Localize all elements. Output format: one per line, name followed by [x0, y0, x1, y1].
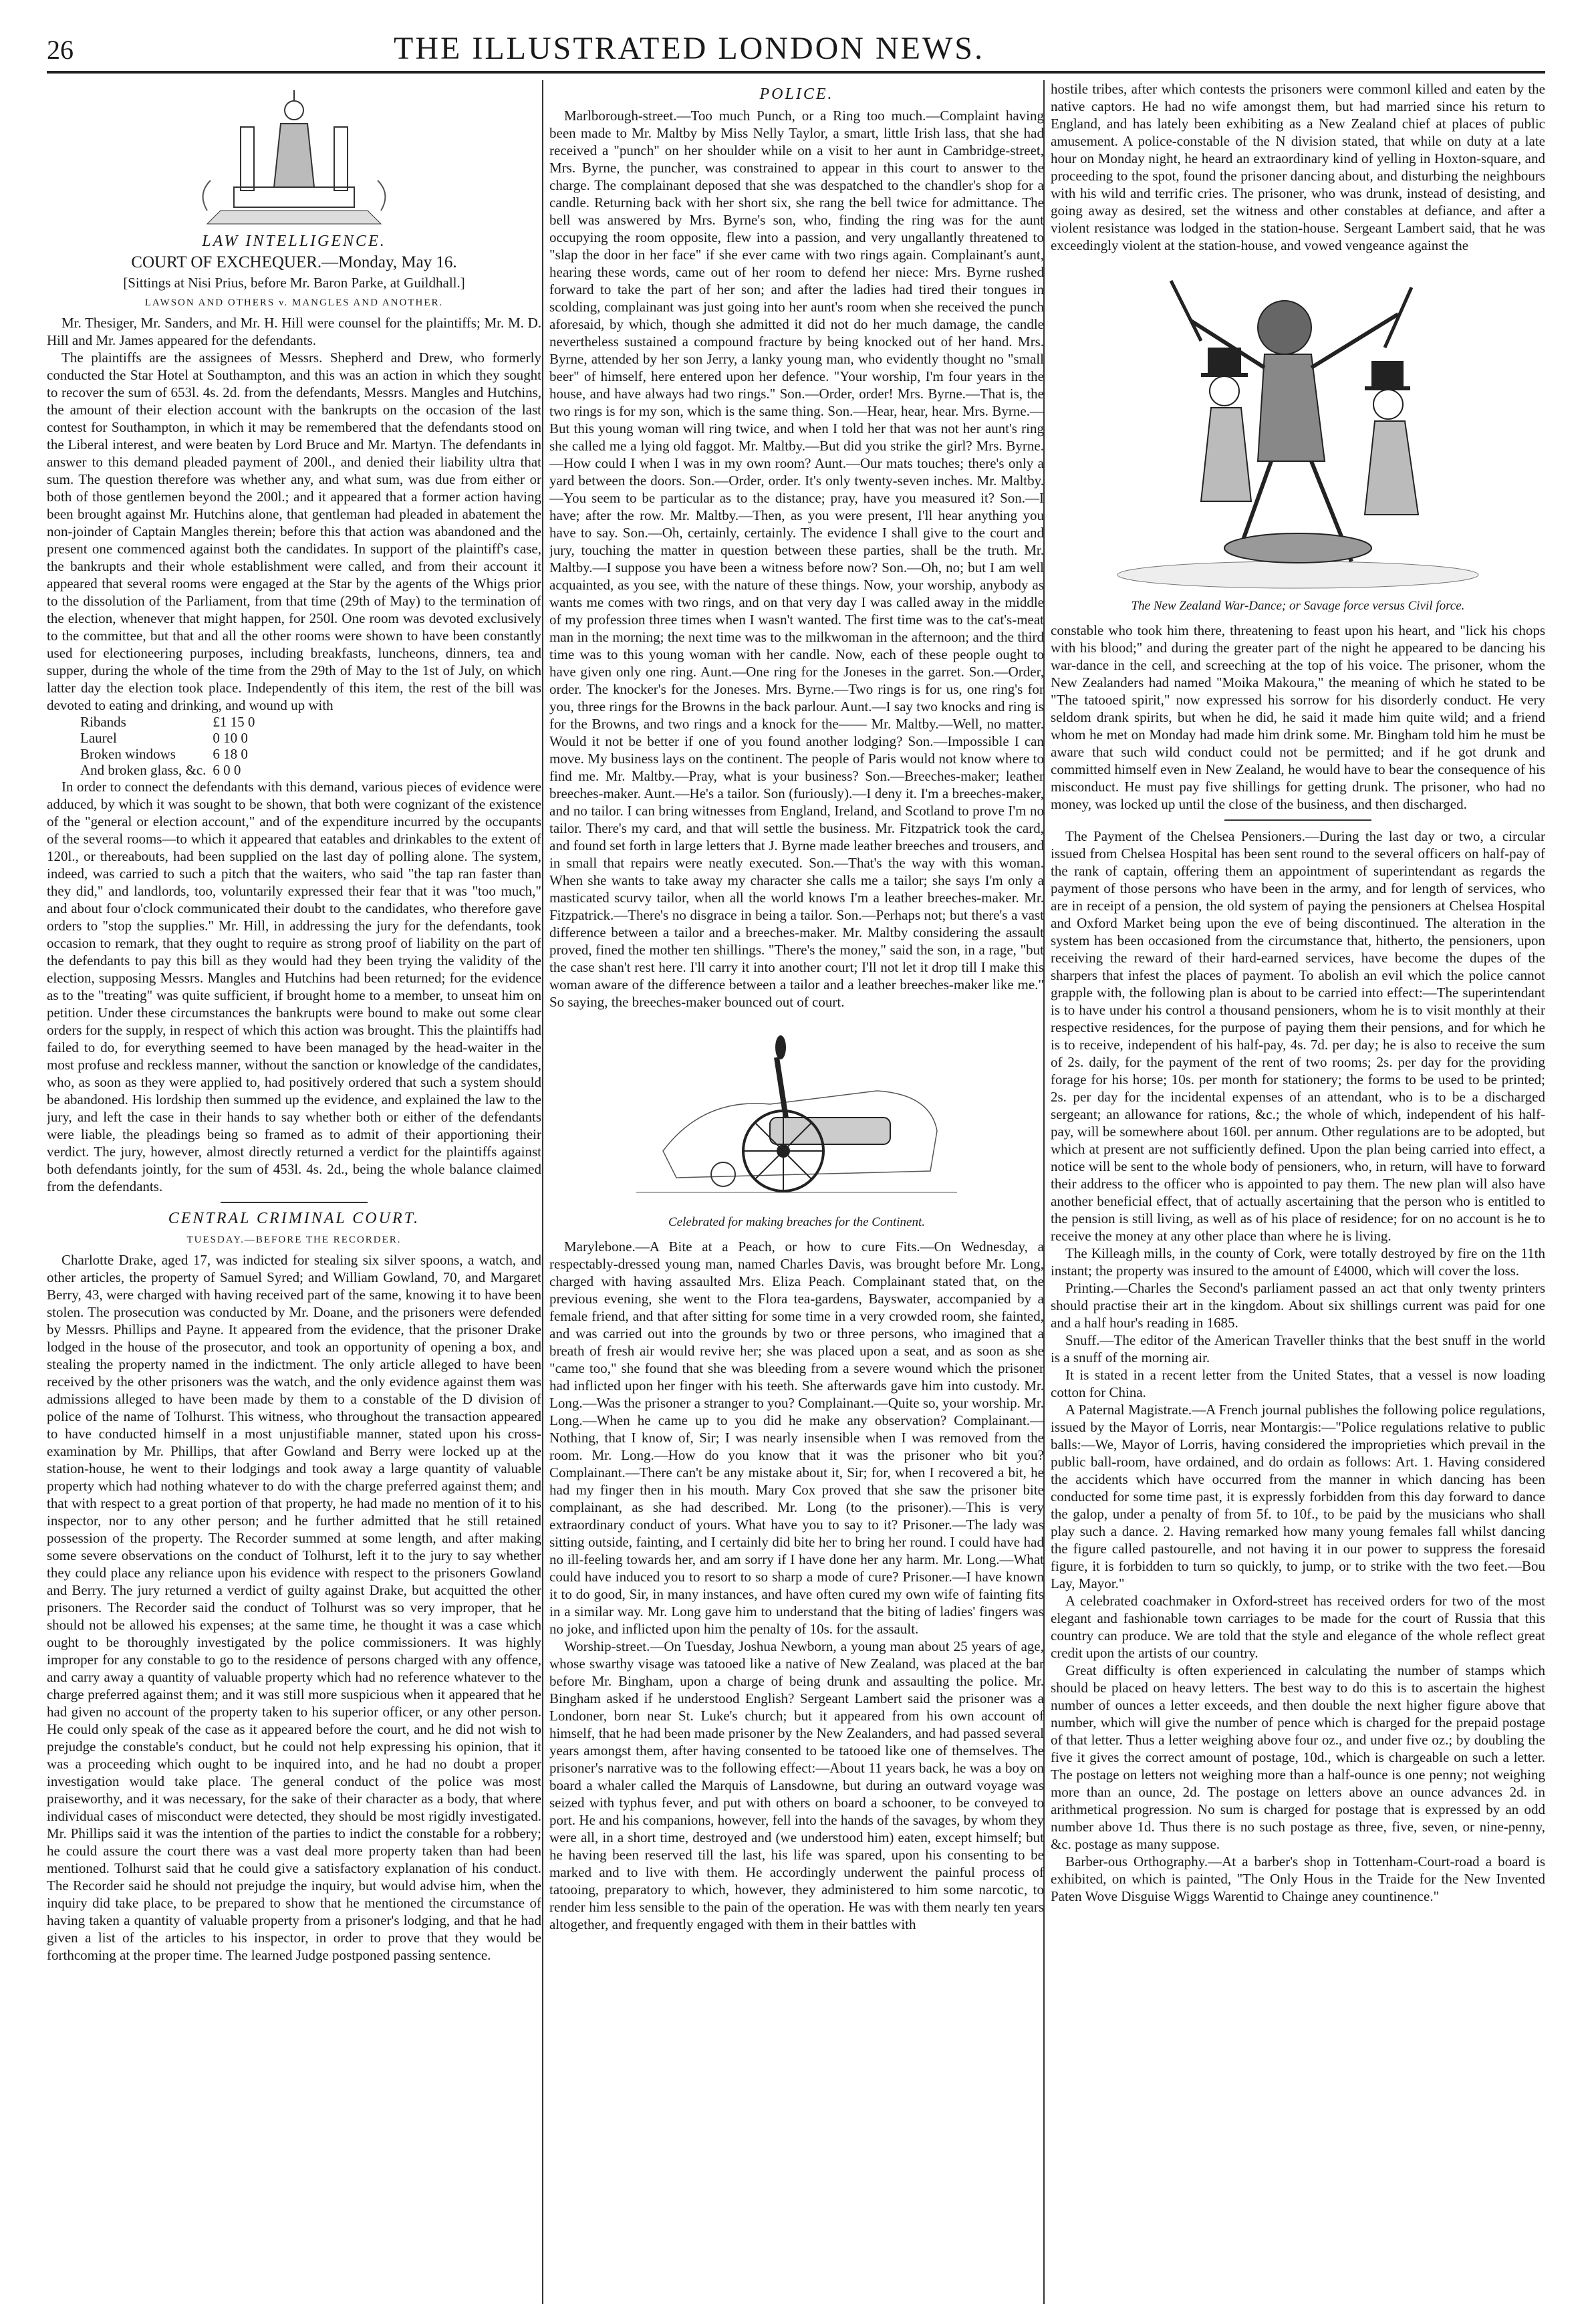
- article-paragraph: Marylebone.—A Bite at a Peach, or how to cure Fits.—On Wednesday, a respectably-dressed young man, named Charles Davis, was brought before Mr. Long, charged with having assaulted Mrs. Eliza Peach. Complainant stated that, on the previous evening, she went to the Flora tea-gardens, Bayswater, accompanied by a female friend, and that after sitting for some time in a very crowded room, she fainted, and was carried out into the grounds by two or three persons, who imagined that a breath of fresh air would revive her; she was placed upon a seat, and as soon as she "came too," she found that she was bleeding from a severe wound which the prisoner had inflicted upon her finger with his teeth. She afterwards gave him into custody. Mr. Long.—Was the prisoner a stranger to you? Complainant.—Quite so, your worship. Mr. Long.—When he came up to you did he make any observation? Complainant.—Nothing, that I know of, Sir; I was nearly insensible when I was removed from the room. Mr. Long.—How do you know that it was the prisoner who bit you? Complainant.—There can't be any mistake about it, Sir; for, when I recovered a bit, he had my finger then in his mouth. Mary Cox proved that she saw the prisoner bite complainant, as she had described. Mr. Long (to the prisoner).—This is very extraordinary conduct of yours. What have you to say to it? Prisoner.—The lady was sitting outside, fainting, and I certainly did bite her to bring her round. I could have had no ill-feeling towards her, and am sorry if I have done her any harm. Mr. Long.—What could have induced you to resort to so sharp a mode of cure? Prisoner.—I have known it to do good, Sir, in many instances, and have often cured my own wife of fainting fits in a similar way. Mr. Long gave him to understand that the biting of ladies' fingers was no joke, and inflicted upon him the penalty of 10s. for the assault.: [549, 1239, 1044, 1637]
- account-item: And broken glass, &c.: [80, 762, 207, 778]
- war-dance-illustration: [1084, 261, 1512, 595]
- article-paragraph: It is stated in a recent letter from the United States, that a vessel is now loading cotton for China.: [1051, 1367, 1545, 1400]
- account-table: [80, 714, 261, 778]
- article-paragraph: A Paternal Magistrate.—A French journal publishes the following police regulations, issued by the Mayor of Lorris, near Montargis:—"Police regulations relative to public balls:—We, Mayor of Lorris, having considered the improprieties which prevail in the public ball-room, have ordained, and do ordain as follows: Art. 1. Having considered the accidents which have occurred from the manner in which dancing has been conducted for some time past, it is expressly forbidden from this day forward to dance the galop, under a penalty of from 5f. to 10f., to be paid by the musicians who shall play such a dance. 2. Having remarked how many young females fall whilst dancing the figure called pastourelle, and not having it in our power to suppress the foresaid figure, it is forbidden to turn so quickly, to jump, or to strike with the two feet.—Bou Lay, Mayor.": [1051, 1402, 1545, 1591]
- column-1: [47, 80, 541, 2304]
- sitting-line: [Sittings at Nisi Prius, before Mr. Baron Parke, at Guildhall.]: [123, 275, 465, 291]
- cannon-illustration: [623, 1017, 970, 1211]
- article-paragraph: Printing.—Charles the Second's parliament passed an act that only twenty printers should practise their art in the kingdom. About six shillings current was paid for one and a half hour's reading in 1685.: [1051, 1280, 1545, 1331]
- article-paragraph: Barber-ous Orthography.—At a barber's shop in Tottenham-Court-road a board is exhibited, on which is painted, "The Only Hous in the Traide for the New Invented Paten Wove Disguise Wiggs Warentid to Chainge aney countinence.": [1051, 1853, 1545, 1904]
- section-divider: [221, 1202, 368, 1203]
- law-intelligence-caption: LAW INTELLIGENCE.: [202, 233, 386, 250]
- central-criminal-court-heading: CENTRAL CRIMINAL COURT.: [168, 1210, 420, 1227]
- article-paragraph: Marlborough-street.—Too much Punch, or a Ring too much.—Complaint having been made to Mr. Maltby by Miss Nelly Taylor, a smart, little Irish lass, that she had received a "punch" on her shoulder while on a visit to her aunt in Cambridge-street, Mrs. Byrne, the puncher, was constrained to appear in this court to answer to the charge. The complainant deposed that she was despatched to the chandler's shop for a candle. Returning back with her short six, she rang the bell twice for admittance. The bell was answered by Mrs. Byrne's son, who, finding the ring was for the aunt occupying the room opposite, flew into a passion, and very ungallantly threatened to "slap the door in her face" if she ever came with two rings again. Complainant's aunt, hearing these words, came out of her room to defend her niece: Mrs. Byrne rushed forward to take the part of her son; and after the ladies had tired their tongues in scolding, complainant was just going into her aunt's room when she received the punch aforesaid, by which, though she admitted it did not do her much damage, the candle nevertheless sustained a compound fracture by being knocked out of her hand. Mrs. Byrne, attended by her son Jerry, a lanky young man, who evidently thought no "small beer" of himself, here entered upon her defence. "Your worship, I'm four years in the house, and have always had two rings." Son.—Order, order! Mrs. Byrne.—That is, the two rings is for my son, which is the same thing. Son.—Hear, hear, hear. Mrs. Byrne.—But this young woman will ring twice, and when I told her that was not her aunt's ring she called me a lying old faggot. Mr. Maltby.—But did you strike the girl? Mrs. Byrne.—How could I when I was in my own room? Aunt.—Our mats touches; there's only a yard between the doors. Son.—Order, order. It's only twenty-seven inches. Mr. Maltby.—You seem to be particular as to the distance; pray, have you measured it? Son.—I have; after the row. Mr. Maltby.—Then, as you were present, I'll hear anything you have to say. Son.—Oh, certainly, certainly. The evidence I shall give to the court and jury, touching the matter in question between these parties, shall be the truth. Mr. Maltby.—I suppose you have been a witness before now? Son.—Oh, no; but I am well acquainted, as you see, with the nature of these things. Now, your worship, anybody as wants me comes with two rings, and on that very day I was called away in the middle of my profession three times when I wasn't wanted. The first time was to the cat's-meat man in the morning; the next time was to the milkwoman in the afternoon; and the third time was to this young woman with her candle. Now, each of these people ought to have given only one ring. Aunt.—One ring for the Joneses in the garret. Son.—Order, order. The knocker's for the Joneses. Mrs. Byrne.—Two rings is for us, one ring's for you, three rings for the Browns in the back parlour. Aunt.—I say two knocks and ring is for the Browns, and two rings and a knock for the—— Mr. Maltby.—Well, no matter. Would it not be better if one of you found another lodging? Son.—Impossible I can move. My business lays on the continent. The people of Paris would not know where to find me. Mr. Maltby.—Pray, what is your business? Son.—Breeches-maker; leather breeches-maker. Aunt.—He's a tailor. Son (furiously).—I deny it. I'm a breeches-maker, and no tailor. I can bring witnesses from England, Ireland, and Scotland to prove I'm no tailor. There's my card, and that will settle the business. Mr. Fitzpatrick took the card, and found set forth in large letters that J. Byrne made leather breeches and trousers, and in small that repairs were neatly executed. Son.—That's the way with this woman. When she wants to take away my character she calls me a tailor; she says I'm only a masticated scurvy tailor, when all the world knows I'm a leather breeches-maker. Mr. Fitzpatrick.—There's no disgrace in being a tailor. Son.—Perhaps not; but there's a vast difference between a tailor and a breeches-maker. Mr. Maltby considering the assault proved, fined the mother ten shillings. "There's the money," said the son, in a rage, "but the case shan't rest here. I'll carry it into another court; I'll not let it drop till I make this woman aware of the difference between a tailor and a leather breeches-maker like me." So saying, the breeches-maker bounced out of court.: [549, 108, 1044, 1010]
- article-paragraph: A celebrated coachmaker in Oxford-street has received orders for two of the most elegant and fashionable town carriages to be made for the court of Russia that this country can produce. We are told that the style and elegance of the whole reflect great credit upon the artists of our country.: [1051, 1593, 1545, 1661]
- account-item: Broken windows: [80, 746, 176, 762]
- masthead-title: THE ILLUSTRATED LONDON NEWS.: [394, 31, 984, 66]
- masthead: [47, 31, 1545, 74]
- article-paragraph: Charlotte Drake, aged 17, was indicted for stealing six silver spoons, a watch, and other articles, the property of Samuel Syred; and William Gowland, 70, and Margaret Berry, 43, were charged with having received part of the same, knowing it to have been stolen. The prosecution was conducted by Mr. Doane, and the prisoners were defended by Messrs. Phillips and Payne. It appeared from the evidence, that the prisoner Drake lodged in the house of the prosecutor, and took an opportunity of opening a box, and stealing the property named in the indictment. The only article alleged to have been received by the other prisoners was the watch, and the only evidence against them was admissions alleged to have been made by them to a constable of the D division of police of the name of Tolhurst. This witness, who throughout the transaction appeared to have conducted himself in a most unjustifiable manner, stated upon his cross-examination by Mr. Phillips, that after Gowland and Berry were locked up at the station-house, he went to their lodgings and took away a large quantity of valuable property which had nothing whatever to do with the charge preferred against them; and that with respect to a great portion of that property, he had made no mention of it to his inspector, nor to any other person; and he further admitted that he still retained possession of the property. The Recorder summed at some length, and after making some severe observations on the conduct of Tolhurst, left it to the jury to say whether they could place any reliance upon his evidence with respect to the prisoners Gowland and Berry. The jury returned a verdict of guilty against Drake, but acquitted the other prisoners. The Recorder said the conduct of Tolhurst was so very improper, that he should not be allowed his expenses; at the same time, he thought it was a case which ought to be thoroughly investigated by the police commissioners. It was highly improper for any constable to go to the residence of persons charged with any offence, and carry away a quantity of valuable property which had no reference whatever to the charge preferred against them; and it was still more suspicious when it appeared that he had given no account of the property taken to his superior officer, or any other person. He could only speak of the case as it appeared before the court, and he did not wish to prejudge the constable's conduct, but he could not help expressing his opinion, that it was a proceeding which ought to be inquired into, and he had no doubt a proper investigation would take place. The general conduct of the police was most praiseworthy, and it was necessary, for the sake of their character as a body, that where individual cases of misconduct were detected, they should be most rigidly investigated. Mr. Phillips said it was the intention of the parties to indict the constable for a robbery; he could assure the court there was a vast deal more property taken than had been mentioned. Tolhurst said that he could give a satisfactory explanation of his conduct. The Recorder said he should not prejudge the inquiry, but would advise him, when the inquiry did take place, to be prepared to show that he mentioned the circumstance of having taken a quantity of valuable property from a prisoner's lodging, and that he had given a list of the articles to his inspector, in order to prove that they would be forthcoming at the proper time. The learned Judge postponed passing sentence.: [47, 1252, 541, 1963]
- account-amount: 6 18 0: [213, 746, 248, 762]
- war-dance-caption: The New Zealand War-Dance; or Savage force versus Civil force.: [1131, 599, 1465, 613]
- cannon-caption: Celebrated for making breaches for the Continent.: [668, 1215, 925, 1229]
- article-paragraph: Great difficulty is often experienced in calculating the number of stamps which should be placed on heavy letters. The best way to do this is to ascertain the highest number of ounces a letter exceeds, and then double the next higher figure above that number, which will give the number of pence which is charged for the prepaid postage of that letter. Thus a letter weighing above four oz., and under five oz.; by doubling the five it gives the correct amount of postage, 10d., which is chargeable on such a letter. The postage on letters not weighing more than a half-ounce is one penny; not weighing more than an ounce, 2d. The postage on letters above an ounce advances 2d. in arithmetical progression. No sum is charged for postage that is expressed by an odd number above 1d. Thus there is no such postage as three, five, seven, or nine-penny, &c. postage as many suppose.: [1051, 1662, 1545, 1852]
- article-paragraph: Snuff.—The editor of the American Traveller thinks that the best snuff in the world is a snuff of the morning air.: [1051, 1332, 1545, 1366]
- article-paragraph: constable who took him there, threatening to feast upon his heart, and "lick his chops with his blood;" and during the greater part of the night he appeared to be dancing his war-dance in the cell, and screeching at the top of his voice. The prisoner, whom the New Zealanders had named "Moika Makoura," the meaning of which he stated to be "The tatooed spirit," now expressed his sorrow for his disorderly conduct. He very seldom drank spirits, but when he did, he said it made him quite wild; and a friend whom he met on Monday had made him drink some. Mr. Bingham told him he must be aware that such wild conduct could not be permitted; and if he got drunk and committed himself even in New Zealand, he would have to bear the consequence of his misconduct. He must pay five shillings for getting drunk. The prisoner, who had no money, was locked up until the close of the business, and then discharged.: [1051, 622, 1545, 812]
- article-paragraph: Mr. Thesiger, Mr. Sanders, and Mr. H. Hill were counsel for the plaintiffs; Mr. M. D. Hill and Mr. James appeared for the defendants.: [47, 315, 541, 348]
- article-paragraph: The Killeagh mills, in the county of Cork, were totally destroyed by fire on the 11th instant; the property was insured to the amount of £4000, which will cover the loss.: [1051, 1245, 1545, 1279]
- account-row: [80, 746, 261, 762]
- account-amount: £1 15 0: [213, 714, 255, 730]
- account-item: Ribands: [80, 714, 126, 730]
- police-heading: POLICE.: [759, 86, 834, 103]
- article-paragraph: In order to connect the defendants with this demand, various pieces of evidence were adduced, by which it was sought to be shown, that both were cognizant of the existence of the "general or election account," and of the expenditure incurred by the occupants of the several rooms—to which it appeared that eatables and drinkables to the extent of 120l., or thereabouts, had been supplied on the last day of polling alone. The system, indeed, was carried to such a pitch that the waiters, who said "the tap ran faster than they did," and landlords, too, voluntarily expressed their fear that it was "too much," and about four o'clock communicated their doubt to the candidates, who therefore gave orders to "stop the supplies." Mr. Hill, in addressing the jury for the defendants, took occasion to remark, that they ought to require as strong proof of liability on the part of the defendants to pay this bill as they would had they been trying the validity of the election, supposing Messrs. Mangles and Hutchins had been returned; for the evidence as to the "treating" was quite sufficient, if brought home to a member, to unseat him on petition. Under these circumstances the bankrupts were bound to make out some clear orders for the supply, in respect of which this action was brought. This the plaintiffs had failed to do, for everything seemed to have been managed by the head-waiter in the most profuse and reckless manner, without the sanction or knowledge of the candidates, who, as soon as they were applied to, had positively ordered that such a system should be abandoned. His lordship then summed up the evidence, and explained the law to the jury, and left the case in their hands to say whether both or either of the defendants were liable, the pleadings being so framed as to admit of their apportioning their verdict. The jury, however, almost directly returned a verdict for the plaintiffs against both defendants jointly, for the sum of 453l. 4s. 2d., being the whole balance claimed from the defendants.: [47, 779, 541, 1194]
- column-2: [549, 80, 1044, 2304]
- central-criminal-court-subhead: TUESDAY.—BEFORE THE RECORDER.: [186, 1235, 402, 1245]
- section-divider: [1224, 819, 1371, 821]
- account-row: [80, 714, 261, 730]
- page-number: 26: [47, 35, 74, 65]
- case-title: LAWSON AND OTHERS v. MANGLES AND ANOTHER.: [144, 297, 444, 308]
- court-of-exchequer-heading: COURT OF EXCHEQUER.—Monday, May 16.: [131, 253, 457, 271]
- article-paragraph: Worship-street.—On Tuesday, Joshua Newborn, a young man about 25 years of age, whose swarthy visage was tatooed like a native of New Zealand, was placed at the bar before Mr. Bingham, upon a charge of being drunk and assaulting the police. Mr. Bingham asked if he understood English? Sergeant Lambert said the prisoner was a Londoner, born near St. Luke's church; but it appeared from his own account of himself, that he had been made prisoner by the New Zealanders, and had passed several years amongst them, after having consented to be tatooed like one of themselves. The prisoner's narrative was to the following effect:—About 11 years back, he was a boy on board a whaler called the Marquis of Lansdowne, but during an outward voyage was seized with typhus fever, and put with others on board a schooner, to be conveyed to port. He and his companions, however, fell into the hands of the savages, by whom they were all, in a short time, destroyed and (we understood him) eaten, except himself; but he having been reserved till the last, his life was spared, upon his consenting to be marked and to live with them. He accordingly underwent the painful process of tatooing, preparatory to which, however, they administered to him some narcotic, to render him less sensible to the pain of the operation. He was with them nearly ten years altogether, and frequently engaged with them in their battles with: [549, 1638, 1044, 1932]
- column-3: [1051, 80, 1545, 2304]
- account-amount: 0 10 0: [213, 730, 248, 746]
- account-row: [80, 730, 261, 746]
- article-paragraph: The plaintiffs are the assignees of Messrs. Shepherd and Drew, who formerly conducted the Star Hotel at Southampton, and this was an action in which they sought to recover the sum of 653l. 4s. 2d. from the defendants, Messrs. Mangles and Hutchins, the amount of their election account with the bankrupts on the occasion of the last contest for Southampton, in which it may be remembered that the defendants stood on the Liberal interest, and were beaten by Lord Bruce and Mr. Martyn. The defendants in answer to this demand pleaded payment of 200l., and denied their liability ultra that sum. The question therefore was whether any, and what sum, was due from either or both of those gentlemen beyond the 200l.; and it appeared that a former action having been brought against Mr. Hutchins alone, that gentleman had pleaded in abatement the non-joinder of Captain Mangles therein; before this that action was abandoned and the present one commenced against both the candidates. In support of the plaintiff's case, the bankrupts and their whole establishment were called, and from their account it appeared that several rooms were engaged at the Star by the agents of the Whigs prior to the dissolution of the Parliament, from that time (29th of May) to the termination of the election, whenever that might happen, for 250l. One room was devoted exclusively to the committee, but that and all the other rooms were shown to have been constantly used for electioneering purposes, including breakfasts, luncheons, dinners, tea and supper, during the whole of the time from the 29th of May to the 1st of July, on which latter day the election took place. Independently of this item, the rest of the bill was devoted to eating and drinking, and wound up with: [47, 350, 541, 713]
- law-justice-illustration: [194, 87, 394, 227]
- article-paragraph: hostile tribes, after which contests the prisoners were commonl killed and eaten by the native captors. He had no wife amongst them, but had married since his return to England, and has lately been exhibiting as a New Zealand chief at places of public amusement. A police-constable of the N division stated, that while on duty at a late hour on Monday night, he heard an extraordinary kind of yelling in Hoxton-square, and proceeding to the spot, found the prisoner dancing about, and disturbing the neighbours with his wild and terrific cries. The prisoner, who was drunk, instead of desisting, and going away as desired, set the witness and other constables at defiance, and after a violent resistance was lodged in the station-house. Sergeant Lambert said, that he was exceedingly violent at the station-house, and vowed vengeance against the: [1051, 81, 1545, 253]
- account-item: Laurel: [80, 730, 117, 746]
- account-row: [80, 762, 261, 778]
- article-paragraph: The Payment of the Chelsea Pensioners.—During the last day or two, a circular issued from Chelsea Hospital has been sent round to the several officers on half-pay of the rank of captain, offering them an appointment of superintendant as regards the payment of those persons who have been in the army, and for length of services, who are in receipt of a pension, the old system of paying the pensioners at Chelsea Hospital and Oxford Market being upon the eve of being discontinued. The alteration in the system has been occasioned from the circumstance that, hitherto, the pensioners, upon receiving the reward of their hard-earned services, have become the dupes of the sharpers that infest the places of payment. To abolish an evil which the police cannot grapple with, the following plan is about to be carried into effect:—The superintendant is to have under his control a thousand pensioners, whom he is to visit monthly at their respective residences, for the purpose of paying them their pensions, and for which he is to receive, independent of his half-pay, 4s. 7d. per day; he is also to receive the sum of 2s. daily, for the payment of the rent of two rooms; 2s. per day for the providing forage for his horse; 10s. per month for stationery; the forms to be used to be printed; 2s. per day for the incidental expenses of an attendant, who is to be a discharged sergeant; an allowance for rations, &c.; the whole of which, independent of his half-pay, will be somewhere about 160l. per annum. Other regulations are to be adopted, but which at present are not sufficiently defined. Upon the plan being carried into effect, a notice will be sent to the whole body of pensioners, who, in return, will have to forward their address to the officer who is appointed to pay them. The new plan will also have another beneficial effect, that of actually ascertaining that the person who is entitled to the pension is still living, as well as of his place of residence; for on no account is he to receive the money at any other place than where he is living.: [1051, 828, 1545, 1244]
- account-amount: 6 0 0: [213, 762, 241, 778]
- column-rule-1: [542, 80, 543, 2304]
